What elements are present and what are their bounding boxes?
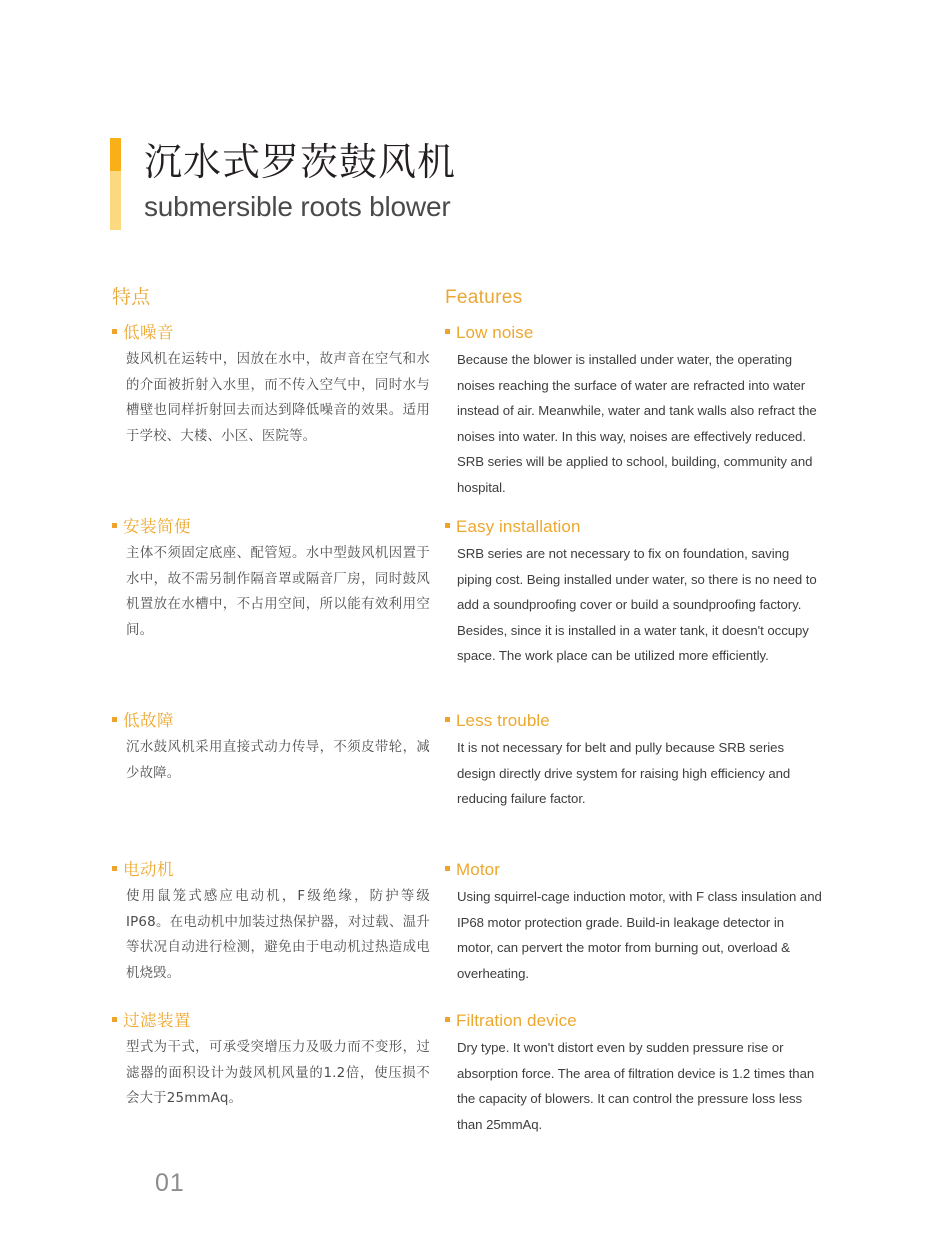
feature-title-text: Easy installation: [456, 517, 581, 536]
page-title-english: submersible roots blower: [144, 191, 451, 222]
feature-body-text: 主体不须固定底座、配管短。水中型鼓风机因置于水中，故不需另制作隔音罩或隔音厂房，同时鼓风机置放在水槽中，不占用空间，所以能有效利用空间。: [126, 546, 430, 638]
feature-easy-installation-cn: [112, 516, 430, 710]
feature-title-row: [445, 322, 822, 344]
square-bullet-icon: [445, 523, 450, 528]
feature-motor-cn: [112, 859, 430, 1010]
features-column-english: [445, 286, 822, 1137]
feature-filtration-device-en: [445, 1010, 822, 1137]
feature-less-trouble-cn: [112, 710, 430, 859]
feature-title-text: Filtration device: [456, 1011, 577, 1030]
square-bullet-icon: [112, 717, 117, 722]
title-text-group: [144, 138, 456, 230]
square-bullet-icon: [445, 866, 450, 871]
feature-title-text: 低故障: [123, 712, 174, 730]
column-heading-english: Features: [445, 287, 523, 308]
column-heading-chinese: 特点: [112, 287, 151, 308]
square-bullet-icon: [112, 866, 117, 871]
page-title-chinese: 沉水式罗茨鼓风机: [144, 142, 457, 184]
feature-body-text: 沉水鼓风机采用直接式动力传导，不须皮带轮，减少故障。: [126, 740, 430, 781]
feature-title-row: [445, 1010, 822, 1032]
feature-title-text: Less trouble: [456, 711, 550, 730]
feature-title-row: [112, 1010, 430, 1032]
feature-title-text: 电动机: [123, 861, 174, 879]
title-accent-bar: [110, 138, 121, 230]
feature-title-row: [112, 859, 430, 881]
feature-title-row: [445, 710, 822, 732]
feature-title-row: [112, 516, 430, 538]
square-bullet-icon: [112, 329, 117, 334]
feature-body-text: 使用鼠笼式感应电动机，F级绝缘，防护等级IP68。在电动机中加装过热保护器，对过载、温升等状况自动进行检测，避免由于电动机过热造成电机烧毁。: [126, 889, 430, 981]
features-column-chinese: [112, 286, 445, 1137]
feature-title-row: [445, 859, 822, 881]
feature-body-text: It is not necessary for belt and pully because SRB series design directly drive system for raising high efficiency and reducing failure factor.: [457, 740, 791, 806]
feature-body-text: Because the blower is installed under water, the operating noises reaching the surface of water are refracted into water instead of air. Meanwhile, water and tank walls also refract the noises into water. In this way, noises are effectively reduced. SRB series will be applied to school, building, community and hospital.: [457, 352, 817, 495]
square-bullet-icon: [112, 1017, 117, 1022]
feature-easy-installation-en: [445, 516, 822, 710]
feature-title-text: Low noise: [456, 323, 534, 342]
feature-less-trouble-en: [445, 710, 822, 859]
feature-title-text: 过滤装置: [123, 1012, 191, 1030]
feature-low-noise-en: [445, 322, 822, 516]
feature-low-noise-cn: [112, 322, 430, 516]
feature-body-text: Using squirrel-cage induction motor, with F class insulation and IP68 motor protection grade. Build-in leakage detector in motor, can pervert the motor from burning out, overload & overheating.: [457, 889, 822, 981]
page-number: 01: [155, 1169, 185, 1197]
page-title-block: [110, 138, 456, 230]
square-bullet-icon: [445, 329, 450, 334]
feature-title-row: [445, 516, 822, 538]
feature-filtration-device-cn: [112, 1010, 430, 1112]
square-bullet-icon: [112, 523, 117, 528]
feature-title-row: [112, 710, 430, 732]
feature-body-text: Dry type. It won't distort even by sudden pressure rise or absorption force. The area of filtration device is 1.2 times than the capacity of blowers. It can control the pressure loss less than 25mmAq.: [457, 1040, 815, 1132]
square-bullet-icon: [445, 1017, 450, 1022]
feature-title-text: 安装简便: [123, 518, 191, 536]
feature-body-text: 鼓风机在运转中，因放在水中，故声音在空气和水的介面被折射入水里，而不传入空气中，同时水与槽壁也同样折射回去而达到降低噪音的效果。适用于学校、大楼、小区、医院等。: [126, 352, 430, 444]
feature-body-text: SRB series are not necessary to fix on foundation, saving piping cost. Being installed under water, so there is no need to add a soundproofing cover or build a soundproofing factory. Besides, since it is installed in a water tank, it doesn't occupy space. The work place can be utilized more efficiently.: [457, 546, 817, 663]
square-bullet-icon: [445, 717, 450, 722]
features-columns: [112, 286, 822, 1137]
feature-title-text: Motor: [456, 860, 500, 879]
feature-title-text: 低噪音: [123, 324, 174, 342]
feature-title-row: [112, 322, 430, 344]
feature-body-text: 型式为干式，可承受突增压力及吸力而不变形，过滤器的面积设计为鼓风机风量的1.2倍，使压损不会大于25mmAq。: [126, 1040, 430, 1106]
feature-motor-en: [445, 859, 822, 1010]
